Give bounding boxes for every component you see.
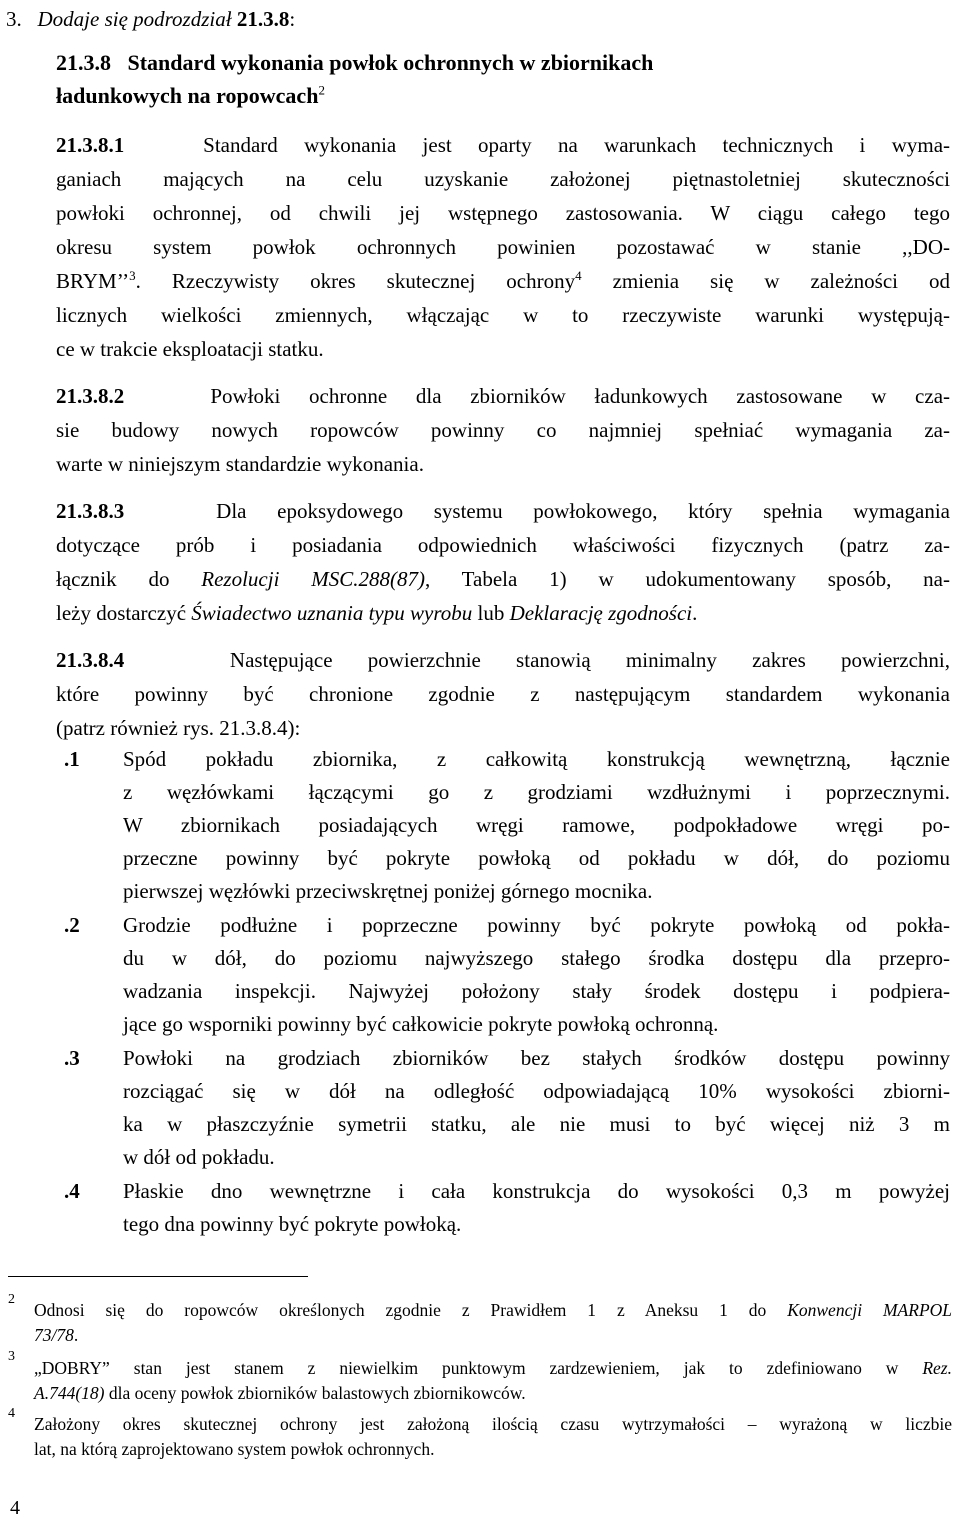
footnote-3-line-1 [34, 1356, 952, 1380]
footnote-3-mark: 3 [8, 1349, 15, 1364]
para4-number: 21.3.8.4 [56, 648, 125, 672]
para2-line-2 [56, 415, 950, 445]
para4-text-2: które powinny być chronione zgodnie z następującym standardem wykonania [56, 682, 950, 706]
item-1-text-1: Spód pokładu zbiornika, z całkowitą konstrukcją wewnętrzną, łącznie [123, 747, 950, 771]
footnote-2-text-2: . [73, 1325, 79, 1345]
item-2-text-2: du w dół, do poziomu najwyższego stałego środka dostępu dla przepro- [123, 946, 950, 970]
para1-text-1: Standard wykonania jest oparty na warunkach technicznych i wyma- [203, 133, 951, 157]
item-3-line-2 [123, 1076, 950, 1106]
item-4-number: .4 [64, 1179, 80, 1203]
item-3-line-1 [123, 1043, 950, 1073]
item-3-number: .3 [64, 1046, 80, 1070]
footnote-3-line-2 [34, 1381, 526, 1405]
para1-text-6: licznych wielkości zmiennych, włączając w to rzeczywiste warunki występują- [56, 303, 950, 327]
para2-line-3 [56, 449, 424, 479]
item-1-text-4: przeczne powinny być pokryte powłoką od pokładu w dół, do poziomu [123, 846, 950, 870]
para1-line-6 [56, 300, 950, 330]
section-title-line-1 [56, 48, 653, 78]
marpol-reference: Konwencji MARPOL [787, 1300, 953, 1320]
item-3-text-1: Powłoki na grodziach zbiorników bez stałych środków dostępu powinny [123, 1046, 950, 1070]
footnote-2-text-1: Odnosi się do ropowców określonych zgodnie z Prawidłem 1 z Aneksu 1 do [34, 1300, 788, 1320]
para2-text-1: Powłoki ochronne dla zbiorników ładunkowych zastosowane w cza- [210, 384, 951, 408]
para3-number: 21.3.8.3 [56, 499, 125, 523]
item-2-line-1 [123, 910, 950, 940]
para2-text-2: sie budowy nowych ropowców powinny co najmniej spełniać wymagania za- [56, 418, 950, 442]
resolution-abbrev: Rez. [922, 1358, 952, 1378]
para3-text-2: dotyczące prób i posiadania odpowiednich właściwości fizycznych (patrz za- [56, 533, 950, 557]
para1-line-5 [56, 266, 950, 296]
item-2-text-3: wadzania inspekcji. Najwyżej położony stały środek dostępu i podpiera- [123, 979, 950, 1003]
para3-text-4b: lub [472, 601, 510, 625]
footnote-4-line-2 [34, 1437, 434, 1461]
footnote-4-text-1: Założony okres skutecznej ochrony jest założoną ilością czasu wytrzymałości – wyrażoną w liczbie [34, 1414, 952, 1434]
para3-line-3 [56, 564, 950, 594]
para4-line-2 [56, 679, 950, 709]
para1-text-2: ganiach mających na celu uzyskanie założonej piętnastoletniej skuteczności [56, 167, 950, 191]
intro-colon: : [289, 7, 296, 31]
para3-text-4a: leży dostarczyć [56, 601, 192, 625]
item-4-line-1 [123, 1176, 950, 1206]
footnote-3-text-2: dla oceny powłok zbiorników balastowych zbiornikowców. [104, 1383, 526, 1403]
para1-line-1 [56, 130, 950, 160]
item-1-line-5 [123, 876, 652, 906]
para4-text-1: Następujące powierzchnie stanowią minimalny zakres powierzchni, [229, 648, 951, 672]
para2-text-3: warte w niniejszym standardzie wykonania. [56, 452, 424, 476]
para1-line-7 [56, 334, 324, 364]
para3-line-2 [56, 530, 950, 560]
para3-line-1 [56, 496, 950, 526]
footnote-4-text-2: lat, na którą zaprojektowano system powłok ochronnych. [34, 1439, 435, 1459]
para2-number: 21.3.8.2 [56, 384, 125, 408]
intro-line [6, 4, 295, 34]
declaration-of-conformity: Deklarację zgodności [509, 601, 693, 625]
para3-text-1: Dla epoksydowego systemu powłokowego, który spełnia wymagania [216, 499, 950, 523]
item-3-text-3: ka w płaszczyźnie symetrii statku, ale nie musi to być więcej niż 3 m [123, 1112, 950, 1136]
para3-text-3b: , Tabela 1) w udokumentowany sposób, na- [424, 567, 950, 591]
intro-number: 3. [6, 7, 22, 31]
section-title-line-2 [56, 81, 325, 111]
marpol-year: 73/78 [34, 1325, 74, 1345]
item-1-line-4 [123, 843, 950, 873]
para1-text-4: okresu system powłok ochronnych powinien pozostawać w stanie ,,DO- [56, 235, 950, 259]
item-2-text-1: Grodzie podłużne i poprzeczne powinny być pokryte powłoką od pokła- [123, 913, 950, 937]
para1-line-4 [56, 232, 950, 262]
item-2-line-2 [123, 943, 950, 973]
para4-line-1 [56, 645, 950, 675]
item-3-line-3 [123, 1109, 950, 1139]
item-2-number: .2 [64, 913, 80, 937]
resolution-a744: A.744(18) [34, 1383, 105, 1403]
item-1-text-5: pierwszej węzłówki przeciwskrętnej poniżej górnego mocnika. [123, 879, 653, 903]
item-1-line-1 [123, 744, 950, 774]
item-4-line-2 [123, 1209, 461, 1239]
para4-text-3: (patrz również rys. 21.3.8.4): [56, 716, 301, 740]
footnote-ref-2: 2 [318, 82, 325, 98]
item-3-line-4 [123, 1142, 275, 1172]
section-title-text-1: Standard wykonania powłok ochronnych w zbiornikach [127, 50, 654, 75]
resolution-reference: Rezolucji MSC.288(87) [201, 567, 425, 591]
item-3-text-2: rozciągać się w dół na odległość odpowiadającą 10% wysokości zbiorni- [123, 1079, 950, 1103]
para1-text-5a: BRYM’’ [56, 269, 130, 293]
item-2-line-3 [123, 976, 950, 1006]
section-number: 21.3.8 [56, 50, 111, 75]
footnote-4-mark: 4 [8, 1406, 15, 1421]
para3-line-4 [56, 598, 697, 628]
item-1-text-3: W zbiornikach posiadających wręgi ramowe, podpokładowe wręgi po- [123, 813, 950, 837]
page-number: 4 [10, 1497, 20, 1519]
footnote-separator [8, 1276, 308, 1277]
para3-text-3a: łącznik do [56, 567, 202, 591]
footnote-3-text-1: „DOBRY” stan jest stanem z niewielkim punktowym zardzewieniem, jak to zdefiniowano w [34, 1358, 923, 1378]
footnote-4-line-1 [34, 1412, 952, 1436]
item-2-line-4 [123, 1009, 718, 1039]
para1-text-7: ce w trakcie eksploatacji statku. [56, 337, 324, 361]
footnote-2-line-2 [34, 1323, 78, 1347]
para1-text-5c: zmienia się w zależności od [581, 269, 950, 293]
footnote-ref-3: 3 [129, 268, 136, 283]
item-1-text-2: z węzłówkami łączącymi go z grodziami wzdłużnymi i poprzecznymi. [123, 780, 950, 804]
para1-text-3: powłoki ochronnej, od chwili jej wstępnego zastosowania. W ciągu całego tego [56, 201, 950, 225]
item-2-text-4: jące go wsporniki powinny być całkowicie pokryte powłoką ochronną. [123, 1012, 719, 1036]
item-1-line-3 [123, 810, 950, 840]
intro-ref: 21.3.8 [236, 7, 290, 31]
type-approval-certificate: Świadectwo uznania typu wyrobu [191, 601, 473, 625]
para2-line-1 [56, 381, 950, 411]
para1-number: 21.3.8.1 [56, 133, 125, 157]
item-3-text-4: w dół od pokładu. [123, 1145, 275, 1169]
para1-line-3 [56, 198, 950, 228]
para1-line-2 [56, 164, 950, 194]
para3-text-4c: . [692, 601, 698, 625]
item-4-text-1: Płaskie dno wewnętrzne i cała konstrukcja do wysokości 0,3 m powyżej [123, 1179, 950, 1203]
item-1-line-2 [123, 777, 950, 807]
item-1-number: .1 [64, 747, 80, 771]
footnote-2-line-1 [34, 1298, 952, 1322]
para4-line-3 [56, 713, 300, 743]
item-4-text-2: tego dna powinny być pokryte powłoką. [123, 1212, 462, 1236]
section-title-text-2: ładunkowych na ropowcach [56, 83, 319, 108]
footnote-2-mark: 2 [8, 1292, 15, 1307]
para1-text-5b: . Rzeczywisty okres skutecznej ochrony [135, 269, 576, 293]
intro-text: Dodaje się podrozdział [37, 7, 232, 31]
footnote-ref-4: 4 [575, 268, 582, 283]
